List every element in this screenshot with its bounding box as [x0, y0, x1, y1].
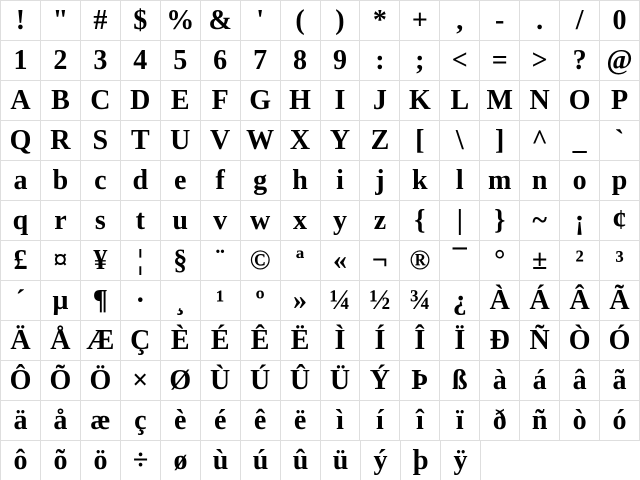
glyph-cell: 9	[321, 41, 361, 81]
glyph-cell: v	[201, 201, 241, 241]
glyph-cell: ¡	[560, 201, 600, 241]
glyph-cell: ê	[241, 401, 281, 441]
glyph-cell: $	[121, 1, 161, 41]
glyph-cell: º	[241, 281, 281, 321]
glyph-cell: c	[81, 161, 121, 201]
glyph-cell: I	[321, 81, 361, 121]
glyph-cell: Ù	[201, 361, 241, 401]
glyph-cell: K	[400, 81, 440, 121]
glyph-cell: ã	[600, 361, 640, 401]
glyph-cell: -	[480, 1, 520, 41]
glyph-cell: P	[600, 81, 640, 121]
glyph-row	[1, 321, 640, 361]
glyph-cell: 6	[201, 41, 241, 81]
glyph-cell: +	[400, 1, 440, 41]
glyph-cell: }	[480, 201, 520, 241]
glyph-cell: |	[440, 201, 480, 241]
glyph-row	[1, 401, 640, 441]
glyph-cell: ¯	[440, 241, 480, 281]
glyph-cell: 8	[281, 41, 321, 81]
glyph-cell: 2	[41, 41, 81, 81]
glyph-cell: ë	[281, 401, 321, 441]
glyph-cell: `	[600, 121, 640, 161]
glyph-cell: ~	[520, 201, 560, 241]
glyph-cell: d	[121, 161, 161, 201]
glyph-cell: ß	[440, 361, 480, 401]
glyph-cell: r	[41, 201, 81, 241]
glyph-cell: %	[161, 1, 201, 41]
glyph-cell: Ë	[281, 321, 321, 361]
glyph-cell: µ	[41, 281, 81, 321]
glyph-cell: ¤	[41, 241, 81, 281]
glyph-cell: ¶	[81, 281, 121, 321]
glyph-cell: ò	[560, 401, 600, 441]
glyph-row	[1, 361, 640, 401]
glyph-cell: Ü	[321, 361, 361, 401]
glyph-cell: /	[560, 1, 600, 41]
glyph-cell: ì	[321, 401, 361, 441]
glyph-cell: Á	[520, 281, 560, 321]
glyph-cell: B	[41, 81, 81, 121]
glyph-cell: z	[360, 201, 400, 241]
glyph-cell: O	[560, 81, 600, 121]
glyph-row	[1, 241, 640, 281]
glyph-cell: Ó	[600, 321, 640, 361]
glyph-cell: 4	[121, 41, 161, 81]
glyph-cell: Ð	[480, 321, 520, 361]
glyph-cell: i	[321, 161, 361, 201]
glyph-cell: '	[241, 1, 281, 41]
glyph-cell: ù	[201, 441, 241, 480]
glyph-cell: >	[520, 41, 560, 81]
glyph-cell: R	[41, 121, 81, 161]
glyph-cell: "	[41, 1, 81, 41]
glyph-row	[1, 1, 640, 41]
glyph-cell: å	[41, 401, 81, 441]
glyph-cell: Ì	[321, 321, 361, 361]
glyph-cell: &	[201, 1, 241, 41]
glyph-cell: þ	[401, 441, 441, 480]
glyph-cell: §	[161, 241, 201, 281]
glyph-cell: S	[81, 121, 121, 161]
glyph-cell: é	[201, 401, 241, 441]
glyph-cell: á	[520, 361, 560, 401]
glyph-cell: Î	[400, 321, 440, 361]
glyph-cell: a	[1, 161, 41, 201]
glyph-cell: Ï	[440, 321, 480, 361]
glyph-cell: è	[161, 401, 201, 441]
glyph-cell: Æ	[81, 321, 121, 361]
glyph-cell: â	[560, 361, 600, 401]
glyph-cell: ¹	[201, 281, 241, 321]
glyph-cell: (	[281, 1, 321, 41]
glyph-cell: í	[360, 401, 400, 441]
glyph-cell: ï	[440, 401, 480, 441]
glyph-row	[1, 281, 640, 321]
glyph-cell: Þ	[400, 361, 440, 401]
glyph-cell: È	[161, 321, 201, 361]
glyph-cell: Ú	[241, 361, 281, 401]
glyph-cell: e	[161, 161, 201, 201]
glyph-row	[1, 121, 640, 161]
glyph-cell: ö	[81, 441, 121, 480]
glyph-cell: ª	[281, 241, 321, 281]
glyph-cell: Ö	[81, 361, 121, 401]
glyph-cell: Â	[560, 281, 600, 321]
glyph-cell: ¿	[440, 281, 480, 321]
glyph-cell: y	[321, 201, 361, 241]
glyph-cell: ±	[520, 241, 560, 281]
glyph-cell: D	[121, 81, 161, 121]
glyph-cell: o	[560, 161, 600, 201]
glyph-cell: õ	[41, 441, 81, 480]
glyph-cell: 3	[81, 41, 121, 81]
glyph-cell: ·	[121, 281, 161, 321]
glyph-cell: ¸	[161, 281, 201, 321]
glyph-cell: *	[360, 1, 400, 41]
glyph-cell: _	[560, 121, 600, 161]
glyph-cell: A	[1, 81, 41, 121]
glyph-cell: ;	[400, 41, 440, 81]
glyph-cell: F	[201, 81, 241, 121]
glyph-cell: n	[520, 161, 560, 201]
glyph-cell: Ñ	[520, 321, 560, 361]
glyph-cell: ô	[1, 441, 41, 480]
glyph-cell: b	[41, 161, 81, 201]
glyph-cell: H	[281, 81, 321, 121]
glyph-cell: ¦	[121, 241, 161, 281]
glyph-cell: w	[241, 201, 281, 241]
glyph-cell: 1	[1, 41, 41, 81]
glyph-cell: h	[281, 161, 321, 201]
glyph-cell: G	[241, 81, 281, 121]
glyph-cell: É	[201, 321, 241, 361]
glyph-cell: q	[1, 201, 41, 241]
glyph-cell: »	[281, 281, 321, 321]
glyph-cell: ²	[560, 241, 600, 281]
glyph-cell: ø	[161, 441, 201, 480]
glyph-cell: x	[281, 201, 321, 241]
glyph-cell: u	[161, 201, 201, 241]
glyph-cell: g	[241, 161, 281, 201]
glyph-cell: ¼	[321, 281, 361, 321]
glyph-cell: æ	[81, 401, 121, 441]
glyph-row	[1, 161, 640, 201]
glyph-cell: s	[81, 201, 121, 241]
glyph-cell: ×	[121, 361, 161, 401]
glyph-cell: ^	[520, 121, 560, 161]
glyph-row	[1, 201, 640, 241]
glyph-cell: Y	[321, 121, 361, 161]
glyph-cell: V	[201, 121, 241, 161]
glyph-cell: 0	[600, 1, 640, 41]
glyph-cell: {	[400, 201, 440, 241]
glyph-cell: !	[1, 1, 41, 41]
glyph-cell: ä	[1, 401, 41, 441]
glyph-cell: t	[121, 201, 161, 241]
glyph-cell: Ô	[1, 361, 41, 401]
glyph-cell: <	[440, 41, 480, 81]
glyph-cell: Q	[1, 121, 41, 161]
glyph-cell: Ã	[600, 281, 640, 321]
glyph-cell: ó	[600, 401, 640, 441]
glyph-cell: ½	[360, 281, 400, 321]
glyph-cell: 5	[161, 41, 201, 81]
glyph-cell: Å	[41, 321, 81, 361]
glyph-cell: Ä	[1, 321, 41, 361]
glyph-cell: J	[360, 81, 400, 121]
glyph-cell: Z	[360, 121, 400, 161]
glyph-cell: «	[321, 241, 361, 281]
glyph-cell: M	[480, 81, 520, 121]
glyph-cell: p	[600, 161, 640, 201]
glyph-cell: £	[1, 241, 41, 281]
glyph-cell: #	[81, 1, 121, 41]
glyph-cell: ¢	[600, 201, 640, 241]
glyph-cell: \	[440, 121, 480, 161]
glyph-cell: ³	[600, 241, 640, 281]
glyph-cell: m	[480, 161, 520, 201]
glyph-cell: ©	[241, 241, 281, 281]
glyph-cell: à	[480, 361, 520, 401]
glyph-row	[1, 81, 640, 121]
glyph-row	[1, 441, 640, 480]
glyph-cell: ]	[480, 121, 520, 161]
glyph-cell: Í	[360, 321, 400, 361]
glyph-cell: ,	[440, 1, 480, 41]
glyph-cell: ü	[321, 441, 361, 480]
glyph-cell: f	[201, 161, 241, 201]
glyph-cell: À	[480, 281, 520, 321]
glyph-cell: l	[440, 161, 480, 201]
glyph-cell: î	[400, 401, 440, 441]
glyph-cell: ¾	[400, 281, 440, 321]
glyph-cell: ú	[241, 441, 281, 480]
glyph-cell: Õ	[41, 361, 81, 401]
glyph-cell: C	[81, 81, 121, 121]
glyph-cell: ÷	[121, 441, 161, 480]
glyph-cell: ç	[121, 401, 161, 441]
glyph-cell: .	[520, 1, 560, 41]
glyph-cell: °	[480, 241, 520, 281]
glyph-cell: j	[360, 161, 400, 201]
glyph-cell: Ø	[161, 361, 201, 401]
glyph-cell: ¬	[360, 241, 400, 281]
glyph-cell: ®	[400, 241, 440, 281]
glyph-cell: ¨	[201, 241, 241, 281]
glyph-row	[1, 41, 640, 81]
glyph-cell: ý	[361, 441, 401, 480]
glyph-cell: 7	[241, 41, 281, 81]
glyph-cell: ð	[480, 401, 520, 441]
glyph-cell: ?	[560, 41, 600, 81]
glyph-cell: Ý	[360, 361, 400, 401]
glyph-cell: :	[360, 41, 400, 81]
glyph-cell: û	[281, 441, 321, 480]
glyph-cell: ñ	[520, 401, 560, 441]
glyph-cell: k	[400, 161, 440, 201]
glyph-cell: Ç	[121, 321, 161, 361]
glyph-cell: @	[600, 41, 640, 81]
glyph-cell: U	[161, 121, 201, 161]
glyph-cell: X	[281, 121, 321, 161]
glyph-cell: ¥	[81, 241, 121, 281]
glyph-cell: W	[241, 121, 281, 161]
glyph-cell: N	[520, 81, 560, 121]
glyph-cell: Û	[281, 361, 321, 401]
glyph-cell: [	[400, 121, 440, 161]
glyph-cell: L	[440, 81, 480, 121]
glyph-cell: )	[321, 1, 361, 41]
glyph-cell: ÿ	[441, 441, 481, 480]
glyph-cell: Ê	[241, 321, 281, 361]
glyph-cell: Ò	[560, 321, 600, 361]
glyph-cell: ´	[1, 281, 41, 321]
glyph-cell: E	[161, 81, 201, 121]
glyph-cell: T	[121, 121, 161, 161]
glyph-cell: =	[480, 41, 520, 81]
